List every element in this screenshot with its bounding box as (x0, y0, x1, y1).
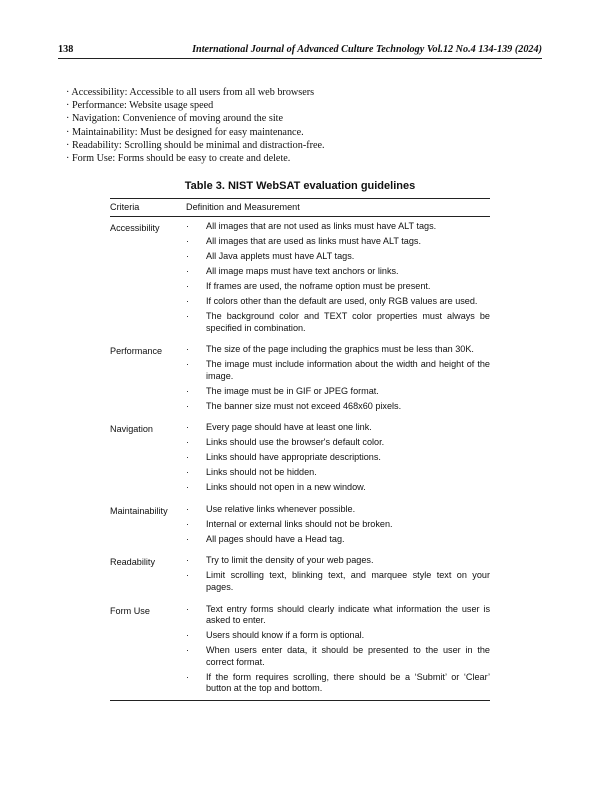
definition-text: When users enter data, it should be presented to the user in the correct format. (206, 645, 490, 667)
definition-item (186, 437, 490, 449)
definition-text: The image must be in GIF or JPEG format. (206, 385, 379, 396)
criteria-summary-item: · Readability: Scrolling should be minimal and distraction-free. (66, 139, 325, 151)
bullet-marker: · (186, 295, 190, 306)
definition-item (186, 604, 490, 627)
definition-text: If colors other than the default are used, only RGB values are used. (206, 295, 478, 306)
definition-item (186, 452, 490, 464)
table-row (110, 504, 490, 546)
criteria-summary-item: · Maintainability: Must be designed for easy maintenance. (66, 126, 304, 138)
bullet-marker: · (186, 503, 190, 514)
bullet-marker: · (186, 400, 190, 411)
definition-text: Internal or external links should not be broken. (206, 518, 393, 529)
definition-item (186, 467, 490, 479)
bullet-marker: · (186, 467, 190, 478)
definition-item (186, 555, 490, 567)
bullet-marker: · (186, 359, 190, 370)
definition-item (186, 482, 490, 494)
definition-text: All pages should have a Head tag. (206, 533, 345, 544)
definition-item (186, 266, 490, 278)
definition-item (186, 534, 490, 546)
criteria-summary-list (66, 86, 536, 165)
definition-list (186, 555, 490, 593)
definition-item (186, 311, 490, 334)
bullet-marker: · (186, 533, 190, 544)
bullet-marker: · (186, 344, 190, 355)
bullet-marker: · (186, 265, 190, 276)
definition-item (186, 570, 490, 593)
definition-text: Links should not open in a new window. (206, 482, 366, 493)
bullet-marker: · (186, 422, 190, 433)
table-row (110, 555, 490, 593)
criteria-cell: Maintainability (110, 505, 168, 516)
criteria-summary-item: · Form Use: Forms should be easy to create and delete. (66, 153, 291, 165)
definition-text: Links should use the browser's default color. (206, 437, 385, 448)
definition-text: The background color and TEXT color properties must always be specified in combination. (206, 310, 490, 333)
definition-text: If frames are used, the noframe option must be present. (206, 280, 431, 291)
definition-item (186, 519, 490, 531)
criteria-summary-item: · Performance: Website usage speed (66, 100, 214, 112)
table-header-row (110, 199, 490, 216)
definition-text: Links should not be hidden. (206, 467, 317, 478)
definition-text: Use relative links whenever possible. (206, 503, 356, 514)
definition-item (186, 221, 490, 233)
bullet-marker: · (186, 221, 190, 231)
header-divider (58, 58, 542, 59)
definition-text: The banner size must not exceed 468x60 pixels. (206, 400, 402, 411)
definition-text: Every page should have at least one link. (206, 422, 372, 433)
definition-text: The size of the page including the graphics must be less than 30K. (206, 344, 474, 355)
definition-list (186, 504, 490, 546)
table-row (110, 221, 490, 334)
definition-text: The image must include information about the width and height of the image. (206, 359, 490, 381)
definition-item (186, 645, 490, 668)
definition-text: All images that are not used as links must have ALT tags. (206, 221, 437, 231)
definition-list (186, 221, 490, 334)
bullet-marker: · (186, 518, 190, 529)
journal-citation: International Journal of Advanced Culture Technology Vol.12 No.4 134-139 (2024) (192, 44, 542, 55)
bullet-marker: · (186, 603, 190, 614)
definition-text: Users should know if a form is optional. (206, 630, 365, 641)
definition-list (186, 604, 490, 695)
definition-text: Try to limit the density of your web pages. (206, 555, 374, 566)
definition-item (186, 281, 490, 293)
definition-list (186, 422, 490, 494)
criteria-cell: Performance (110, 346, 163, 357)
page-number: 138 (58, 44, 74, 55)
definition-text: All Java applets must have ALT tags. (206, 250, 355, 261)
bullet-marker: · (186, 645, 190, 656)
bullet-marker: · (186, 280, 190, 291)
header-criteria: Criteria (110, 201, 140, 212)
definition-text: Limit scrolling text, blinking text, and marquee style text on your pages. (206, 570, 490, 592)
criteria-summary-item: · Accessibility: Accessible to all users from all web browsers (66, 87, 315, 98)
bullet-marker: · (186, 235, 190, 246)
definition-item (186, 359, 490, 382)
criteria-cell: Navigation (110, 424, 153, 435)
bullet-marker: · (186, 310, 190, 321)
definition-text: Links should have appropriate descriptions. (206, 452, 381, 463)
definition-item (186, 422, 490, 434)
definition-item (186, 344, 490, 356)
bullet-marker: · (186, 452, 190, 463)
table-row (110, 422, 490, 494)
bullet-marker: · (186, 570, 190, 581)
definition-item (186, 672, 490, 695)
criteria-cell: Readability (110, 557, 155, 568)
table-bottom-rule (110, 700, 490, 701)
definition-text: Text entry forms should clearly indicate what information the user is asked to enter. (206, 603, 490, 626)
criteria-cell: Form Use (110, 605, 150, 616)
definition-item (186, 386, 490, 398)
bullet-marker: · (186, 437, 190, 448)
bullet-marker: · (186, 671, 190, 682)
guidelines-table (110, 198, 490, 701)
table-row (110, 604, 490, 695)
definition-text: All image maps must have text anchors or links. (206, 265, 399, 276)
definition-item (186, 251, 490, 263)
definition-item (186, 630, 490, 642)
definition-list (186, 344, 490, 412)
criteria-summary-item: · Navigation: Convenience of moving around the site (66, 113, 283, 125)
definition-text: If the form requires scrolling, there should be a ‘Submit’ or ‘Clear’ button at the top and bottom. (206, 671, 490, 694)
definition-item (186, 296, 490, 308)
table-body (110, 217, 490, 700)
bullet-marker: · (186, 385, 190, 396)
header-definition: Definition and Measurement (186, 201, 300, 212)
bullet-marker: · (186, 250, 190, 261)
bullet-marker: · (186, 630, 190, 641)
criteria-cell: Accessibility (110, 223, 160, 233)
table-row (110, 344, 490, 412)
definition-item (186, 401, 490, 413)
table-title: Table 3. NIST WebSAT evaluation guidelines (184, 180, 416, 192)
definition-item (186, 504, 490, 516)
bullet-marker: · (186, 482, 190, 493)
definition-text: All images that are used as links must have ALT tags. (206, 235, 421, 246)
definition-item (186, 236, 490, 248)
bullet-marker: · (186, 555, 190, 566)
